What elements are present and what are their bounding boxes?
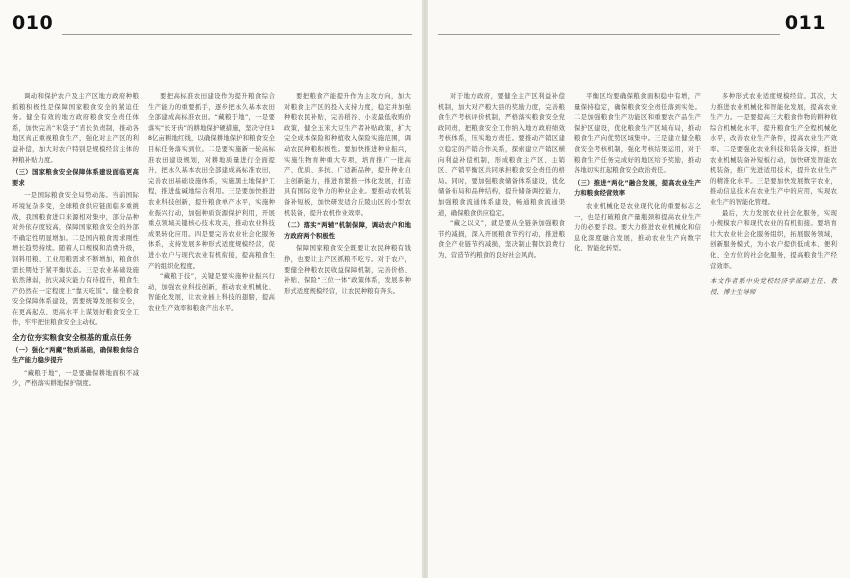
paragraph: 要把高标准农田建设作为提升粮食综合生产能力的重要抓手，逐步把永久基本农田全部建成高标准农田。“藏粮于地”，一是要落实“长牙齿”的耕地保护硬措施，坚决守住18亿亩耕地红线，以确保耕地保护和粮食安全目标任务落实到位。二是要实施新一轮高标准农田建设规划，对耕地质量进行全面提升，把永久基本农田全部建成高标准农田，完善农田基础设施体系，实施黑土地保护工程，推进盐碱地综合利用。三是要加快推进农业科技创新，提升粮食单产水平，实施种业振兴行动，加强种质资源保护利用，开展重点领域关键核心技术攻关，推动农业科技成果转化应用。四是要完善农业社会化服务体系，支持发展多种形式适度规模经营，促进小农户与现代农业有机衔接，提高粮食生产的组织化程度。 (148, 93, 275, 270)
paragraph: 多种形式农业适度规模经营。其次，大力推进农业机械化和智能化发展，提高农业生产力。一是要提高三大粮食作物的耕种收综合机械化水平，提升粮食生产全程机械化水平，改善农业生产条件，提高农业生产效率。二是要强化农业科技和装备支撑，推进农业机械装备补短板行动，加快研发智能农机装备，推广先进适用技术，提升农业生产的精准化水平。三是要加快发展数字农业，推动信息技术在农业生产中的应用，实现农业生产的智能化管理。 (710, 93, 837, 206)
paragraph: 对于地方政府，要健全主产区利益补偿机制，加大对产粮大县的奖励力度，完善粮食生产考核评价机制，严格落实粮食安全党政同责，把粮食安全工作纳入地方政府绩效考核体系，压实地方责任。要推动产销区建立稳定的产销合作关系，探索建立产销区横向利益补偿机制，形成粮食主产区、主销区、产销平衡区共同承担粮食安全责任的格局。同时，要加强粮食储备体系建设，优化储备布局和品种结构，提升储备调控能力，加强粮食流通体系建设，畅通粮食流通渠道，确保粮食供应稳定。 (438, 93, 565, 217)
section-heading: （二）落实“两辅”机制保障，调动农户和地方政府两个积极性 (284, 222, 411, 240)
section-heading: （三）国家粮食安全保障体系建设面临更高要求 (12, 169, 139, 187)
paragraph: “藏粮于技”，关键是要实施种业振兴行动，加强农业科技创新，推动农业机械化、智能化发展，让农业插上科技的翅膀，提高农业生产效率和粮食产出水平。 (148, 273, 275, 312)
paragraph: 最后，大力发展农业社会化服务，实现小规模农户和现代农业的有机衔接。要培育壮大农业社会化服务组织，拓展服务领域，创新服务模式，为小农户提供低成本、便利化、全方位的社会化服务，提高粮食生产经营效率。 (710, 209, 837, 270)
paragraph: 要把粮食产能提升作为主攻方向，加大对粮食主产区的投入支持力度，稳定并加强种粮农民补贴，完善稻谷、小麦最低收购价政策，健全玉米大豆生产者补贴政策，扩大完全成本保险和种植收入保险实施范围，调动农民种粮积极性。要加快推进种业振兴，实施生物育种重大专项，培育推广一批高产、优质、多抗、广适新品种，提升种业自主创新能力，推进育繁推一体化发展，打造具有国际竞争力的种业企业。要推动农机装备补短板，加快研发适合丘陵山区的小型农机装备，提升农机作业效率。 (284, 93, 411, 217)
text-column-4 (438, 92, 565, 262)
paragraph: 平衡区均要确保粮食面积稳中有增，产量保持稳定，确保粮食安全责任落到实处。二是加强粮食生产功能区和重要农产品生产保护区建设，优化粮食生产区域布局，推动粮食生产向优势区域集中。三是建立健全粮食安全考核机制，强化考核结果运用，对于粮食生产任务完成好的地区给予奖励，推动各地切实扛起粮食安全政治责任。 (574, 93, 701, 175)
paragraph: “藏之以义”，就是要从全链条加强粮食节约减损，深入开展粮食节约行动，推进粮食全产业链节约减损，坚决制止餐饮浪费行为，营造节约粮食的良好社会风尚。 (438, 220, 565, 259)
header-rule-left (62, 34, 412, 35)
header-rule-right (438, 34, 780, 35)
text-column-5 (574, 92, 701, 255)
text-column-6 (710, 92, 837, 297)
text-column-3 (284, 92, 411, 297)
paragraph: 保障国家粮食安全既要让农民种粮有钱挣，也要让主产区抓粮不吃亏。对于农户，要健全种粮农民收益保障机制，完善价格、补贴、保险“三位一体”政策体系，发展多种形式适度规模经营，让农民种粮有奔头。 (284, 245, 411, 295)
paragraph: 一是国际粮食安全局势动荡。当前国际环境复杂多变，全球粮食供应链面临多重挑战，我国粮食进口来源相对集中，部分品种对外依存度较高，保障国家粮食安全的外部不确定性明显增加。二是国内粮食需求刚性增长趋势持续。随着人口规模和消费升级，饲料用粮、工业用粮需求不断增加，粮食供需长期处于紧平衡状态。三是农业基础设施依然薄弱，抗灾减灾能力有待提升，粮食生产仍然在一定程度上“靠天吃饭”。健全粮食安全保障体系建设，需要统筹发展和安全，在更高起点、更高水平上谋划好粮食安全工作，牢牢把住粮食安全主动权。 (12, 192, 139, 327)
page-number-right: 011 (784, 12, 826, 34)
paragraph: “藏粮于地”，一是要确保耕地面积不减少，严格落实耕地保护制度。 (12, 369, 139, 388)
main-heading: 全方位夯实粮食安全根基的重点任务 (12, 333, 132, 343)
paragraph: 农业机械化是农业现代化的重要标志之一，也是打破粮食产量瓶颈和提高农业生产力的必要手段。要大力推进农业机械化和信息化深度融合发展，推动农业生产向数字化、智能化转型。 (574, 202, 701, 253)
section-heading: （三）推进“两化”融合发展，提高农业生产力和粮食经营效率 (574, 179, 701, 198)
paragraph: 调动和保护农户及主产区地方政府种粮抓粮积极性是保障国家粮食安全的紧迫任务。健全有效的地方政府粮食安全责任体系，加快完善“米袋子”省长负责制，推动各地区真正重视粮食生产，强化对主产区的利益补偿，加大对农户特别是规模经营主体的种粮补贴力度。 (12, 93, 139, 164)
text-column-2 (148, 92, 275, 314)
book-gutter (422, 0, 428, 578)
page-number-left: 010 (12, 12, 54, 34)
section-heading: （一）强化“两藏”物质基础，确保粮食综合生产能力稳步提升 (12, 346, 139, 365)
author-note: 本文作者系中央党校经济学部副主任、教授、博士生导师 (710, 277, 837, 296)
text-column-1 (12, 92, 139, 390)
